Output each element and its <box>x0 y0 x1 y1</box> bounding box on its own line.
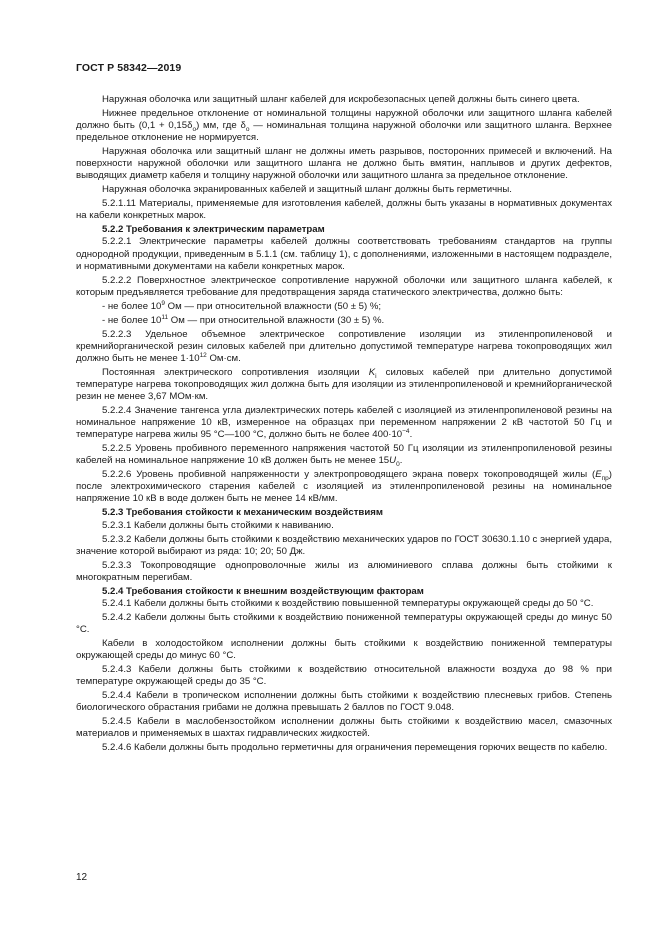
paragraph: 5.2.2.3 Удельное объемное электрическое сопротивление изоляции из этиленпропиленовой и кремнийорганической резин силовых кабелей при длительно допустимой температуре нагрева токопроводящих жил должно быть не менее $1\cdot 10^{12}$ Ом·см. <box>76 328 612 364</box>
document-header: ГОСТ Р 58342—2019 <box>76 62 182 74</box>
paragraph: 5.2.3.1 Кабели должны быть стойкими к навиванию. <box>102 519 334 531</box>
paragraph: Наружная оболочка экранированных кабелей и защитный шланг должны быть герметичны. <box>102 184 512 196</box>
section-heading: 5.2.4 Требования стойкости к внешним воздействующим факторам <box>102 585 424 597</box>
section-heading: 5.2.3 Требования стойкости к механическим воздействиям <box>102 507 383 519</box>
paragraph: 5.2.2.4 Значение тангенса угла диэлектрических потерь кабелей с изоляцией из этиленпропиленовой резины на номинальное напряжение 10 кВ, измеренное на образцах при переменном напряжении 2 кВ частотой 50 Гц и температуре нагрева жилы 95 °С—100 °С, должно быть не более $400\cdot 10^{-4}$. <box>76 405 612 441</box>
paragraph: 5.2.4.1 Кабели должны быть стойкими к воздействию повышенной температуры окружающей среды до 50 °С. <box>102 597 594 609</box>
paragraph: Нижнее предельное отклонение от номинальной толщины наружной оболочки или защитного шланга кабелей должно быть $(0,1 + 0,15\delta_о)$ мм, где $\delta_о$ — номинальная толщина наружной оболочки или защитного шланга. Верхнее предельное отклонение не нормируется. <box>76 107 613 144</box>
paragraph: 5.2.2.5 Уровень пробивного переменного напряжения частотой 50 Гц изоляции из этиленпропиленовой резины кабелей на номинальное напряжение 10 кВ должен быть не менее $15U_0$. <box>76 443 612 469</box>
paragraph: 5.2.4.6 Кабели должны быть продольно герметичны для ограничения перемещения горючих веществ по кабелю. <box>102 742 608 754</box>
paragraph: Кабели в холодостойком исполнении должны быть стойкими к воздействию пониженной температуры окружающей среды до минус 60 °С. <box>76 637 612 661</box>
paragraph: - не более $10^9$ Ом — при относительной влажности (50 ± 5) %; <box>102 299 382 312</box>
paragraph: 5.2.4.3 Кабели должны быть стойкими к воздействию относительной влажности воздуха до 98 % при температуре окружающей среды до 35 °С. <box>76 663 612 688</box>
section-heading: 5.2.2 Требования к электрическим параметрам <box>102 224 325 236</box>
document-body <box>76 94 612 754</box>
paragraph: 5.2.4.5 Кабели в маслобензостойком исполнении должны быть стойкими к воздействию масел, смазочных материалов и применяемых в шахтах гидравлических жидкостей. <box>76 716 612 740</box>
paragraph: - не более $10^{11}$ Ом — при относительной влажности (30 ± 5) %. <box>102 313 385 326</box>
paragraph: Наружная оболочка или защитный шланг кабелей для искробезопасных цепей должны быть синего цвета. <box>102 94 580 105</box>
paragraph: 5.2.2.2 Поверхностное электрическое сопротивление наружной оболочки или защитного шланга кабелей, к которым предъявляется требование для предотвращения заряда статического электричества, должно быть: <box>76 274 612 298</box>
paragraph: 5.2.1.11 Материалы, применяемые для изготовления кабелей, должны быть указаны в нормативных документах на кабели конкретных марок. <box>76 198 612 222</box>
paragraph: 5.2.2.6 Уровень пробивной напряженности у электропроводящего экрана поверх токопроводящей жилы $(E_{пр})$ после электрохимического старения кабелей с изоляцией из этиленпропиленовой резины на номинальное напряжение 10 кВ в воде должен быть не менее 14 кВ/мм. <box>76 469 612 505</box>
paragraph: Наружная оболочка или защитный шланг не должны иметь разрывов, посторонних примесей и включений. На поверхности наружной оболочки или защитного шланга не должно быть вмятин, наплывов и других дефектов, выводящих диаметр кабеля и толщину наружной оболочки или защитного шланга за предельное отклонение. <box>76 146 612 182</box>
paragraph: 5.2.2.1 Электрические параметры кабелей должны соответствовать требованиям стандартов на группы однородной продукции, приведенным в 5.1.1 (см. таблицу 1), с дополнениями, изложенными в настоящем подразделе, и нормативными документами на кабели конкретных марок. <box>76 236 612 272</box>
paragraph: 5.2.3.2 Кабели должны быть стойкими к воздействию механических ударов по ГОСТ 30630.1.10 с энергией удара, значение которой выбирают из ряда: 10; 20; 50 Дж. <box>76 533 612 557</box>
page-number: 12 <box>76 872 88 883</box>
paragraph: 5.2.3.3 Токопроводящие однопроволочные жилы из алюминиевого сплава должны быть стойкими к многократным перегибам. <box>76 559 612 583</box>
paragraph: 5.2.4.4 Кабели в тропическом исполнении должны быть стойкими к воздействию плесневых грибов. Степень биологического обрастания грибами не должна превышать 2 баллов по ГОСТ 9.048. <box>76 690 612 714</box>
paragraph: 5.2.4.2 Кабели должны быть стойкими к воздействию пониженной температуры окружающей среды до минус 50 °С. <box>76 611 612 635</box>
paragraph: Постоянная электрического сопротивления изоляции $K_i$ силовых кабелей при длительно допустимой температуре нагрева токопроводящих жил должна быть для изоляции из этиленпропиленовой и кремнийорганической резин не менее 3,67 МОм·км. <box>76 366 613 403</box>
